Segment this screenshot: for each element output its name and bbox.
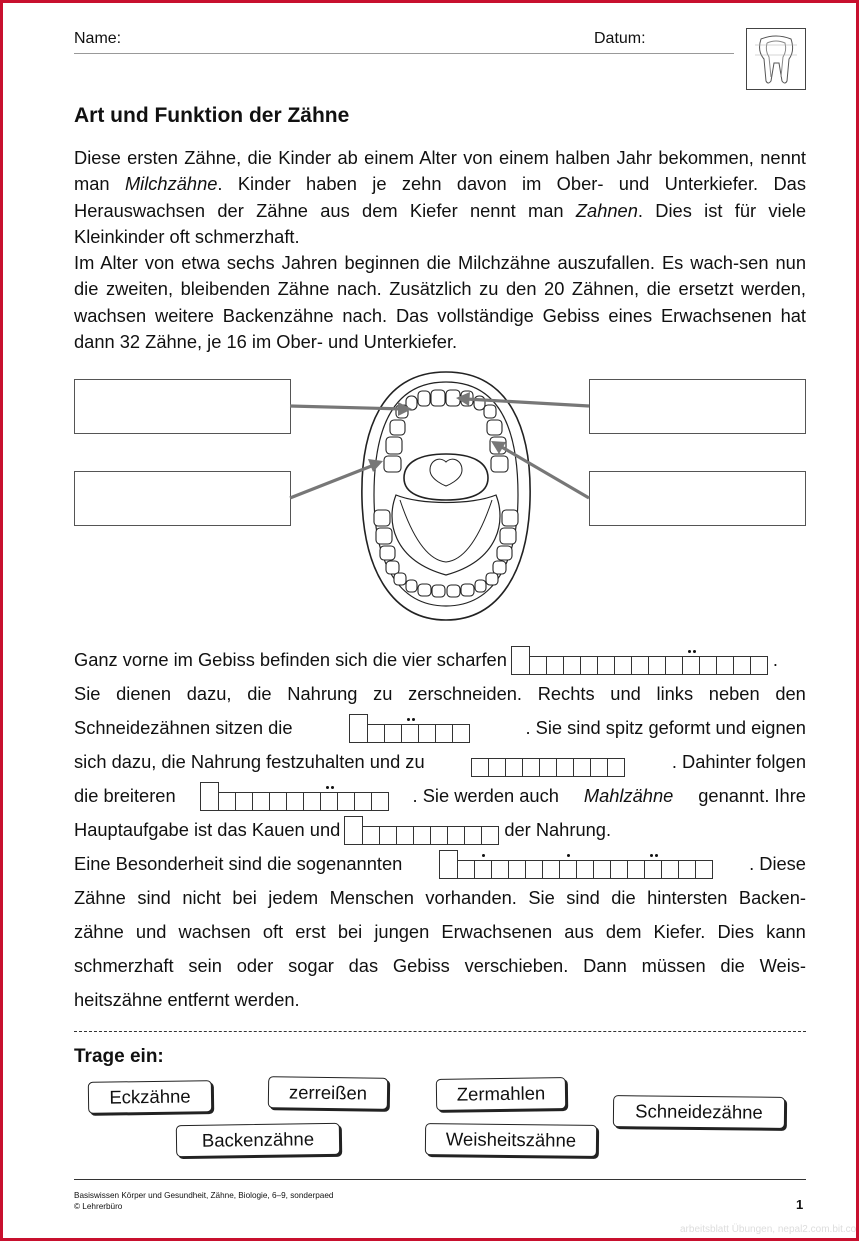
fill-word: dem	[605, 921, 642, 942]
fill-word: erst	[295, 921, 326, 942]
fill-word: jedem	[268, 887, 319, 908]
letter-box[interactable]	[371, 792, 389, 811]
intro-segment: Diese ersten Zähne, die Kinder ab einem Alter von einem halben Jahr bekommen, nennt man	[74, 147, 806, 195]
letter-box[interactable]	[682, 656, 700, 675]
letter-box[interactable]	[452, 724, 470, 743]
fill-term: Mahlzähne	[583, 785, 674, 806]
fill-word: Dies	[717, 921, 755, 942]
fill-word: jungen	[374, 921, 430, 942]
fill-word: bei	[232, 887, 257, 908]
fill-text: . Diese	[749, 853, 806, 874]
letter-box[interactable]	[269, 792, 287, 811]
fill-word: die	[611, 887, 636, 908]
letter-box[interactable]	[614, 656, 632, 675]
fill-word: Zähne	[74, 887, 126, 908]
letter-box[interactable]	[648, 656, 666, 675]
fill-word: und	[610, 683, 641, 704]
fill-text: . Dahinter folgen	[671, 751, 806, 772]
fill-line	[74, 745, 806, 779]
letter-box[interactable]	[349, 714, 368, 743]
word-card-backenzaehne[interactable]: Backenzähne	[176, 1123, 340, 1157]
letter-box[interactable]	[597, 656, 615, 675]
fill-word: neben	[708, 683, 760, 704]
letter-box[interactable]	[430, 826, 448, 845]
intro-term: Milchzähne	[124, 173, 218, 195]
letter-box[interactable]	[546, 656, 564, 675]
fill-word: zu	[373, 683, 393, 704]
fill-word: Backen-	[738, 887, 806, 908]
fill-word: zerschneiden.	[408, 683, 522, 704]
letter-box[interactable]	[474, 860, 492, 879]
footer-credits	[74, 1190, 333, 1212]
letter-box[interactable]	[320, 792, 338, 811]
fill-text: . Sie sind spitz geformt und eignen	[525, 717, 806, 738]
letter-box[interactable]	[542, 860, 560, 879]
fill-word: Gebiss	[392, 955, 450, 976]
answer-letter-boxes[interactable]	[440, 849, 713, 879]
fill-word: müssen	[641, 955, 706, 976]
fill-line	[74, 847, 806, 881]
letter-box[interactable]	[418, 724, 436, 743]
fill-word: Dann	[583, 955, 627, 976]
fill-text: Eine Besonderheit sind die sogenannten	[74, 853, 403, 874]
fill-word: die	[247, 683, 272, 704]
fill-word: Erwachsenen	[441, 921, 553, 942]
fill-text: die breiteren	[74, 785, 176, 806]
fill-word: sind	[137, 887, 171, 908]
fill-text: der Nahrung.	[504, 819, 612, 840]
fill-word: oder	[236, 955, 274, 976]
letter-box[interactable]	[252, 792, 270, 811]
letter-box[interactable]	[644, 860, 662, 879]
letter-box[interactable]	[439, 850, 458, 879]
fill-word: vorhanden.	[425, 887, 517, 908]
letter-box[interactable]	[235, 792, 253, 811]
fill-word: Rechts	[537, 683, 595, 704]
date-label: Datum:	[594, 30, 646, 47]
fill-word: und	[135, 921, 167, 942]
letter-box[interactable]	[379, 826, 397, 845]
letter-box[interactable]	[607, 758, 625, 777]
fill-word: schmerzhaft	[74, 955, 174, 976]
answer-letter-boxes[interactable]	[472, 747, 625, 777]
fill-word: aus	[564, 921, 594, 942]
intro-segment: Im Alter von etwa sechs Jahren beginnen die Milchzähne auszufallen. Es wach-sen nun die zweiten, bleibenden Zähne nach. Zusätzlich zu den 20 Zähnen, die ersetzt werden, wachsen weitere Backenzähne nach. Das vollständige Gebiss eines Erwachsenen hat dann 32 Zähne, je 16 im Ober- und Unterkiefer.	[74, 252, 806, 353]
letter-box[interactable]	[464, 826, 482, 845]
fill-word: nicht	[182, 887, 221, 908]
fill-word: sein	[188, 955, 222, 976]
letter-box[interactable]	[505, 758, 523, 777]
intro-segment: . Dies ist für viele Kleinkinder oft schmerzhaft.	[74, 199, 806, 247]
fill-word: Menschen	[329, 887, 414, 908]
fill-text: Hauptaufgabe ist das Kauen und	[74, 819, 341, 840]
letter-box[interactable]	[367, 724, 385, 743]
watermark: arbeitsblatt Übungen, nepal2.com.bit.co	[680, 1224, 857, 1235]
answer-letter-boxes[interactable]	[345, 815, 499, 845]
letter-box[interactable]	[576, 860, 594, 879]
cut-line	[74, 1031, 806, 1032]
footer-divider	[74, 1179, 806, 1180]
letter-box[interactable]	[580, 656, 598, 675]
fill-line	[74, 643, 806, 677]
word-card-eckzaehne[interactable]: Eckzähne	[88, 1080, 212, 1114]
fill-line	[74, 813, 806, 847]
fill-word: Sie	[74, 683, 101, 704]
fill-text: sich dazu, die Nahrung festzuhalten und zu	[74, 751, 425, 772]
fill-text: Ganz vorne im Gebiss befinden sich die vier scharfen	[74, 649, 507, 670]
letter-box[interactable]	[413, 826, 431, 845]
letter-box[interactable]	[699, 656, 717, 675]
letter-box[interactable]	[733, 656, 751, 675]
letter-box[interactable]	[218, 792, 236, 811]
answer-letter-boxes[interactable]	[350, 713, 470, 743]
letter-box[interactable]	[750, 656, 768, 675]
name-label: Name:	[74, 30, 122, 47]
letter-box[interactable]	[627, 860, 645, 879]
word-card-schneidezaehne[interactable]: Schneidezähne	[613, 1095, 785, 1129]
letter-box[interactable]	[590, 758, 608, 777]
fill-word: verschieben.	[464, 955, 569, 976]
letter-box[interactable]	[337, 792, 355, 811]
intro-term: Zahnen	[575, 199, 638, 221]
letter-box[interactable]	[354, 792, 372, 811]
letter-box[interactable]	[362, 826, 380, 845]
letter-box[interactable]	[508, 860, 526, 879]
fill-word: bei	[337, 921, 363, 942]
fill-line	[74, 983, 806, 1017]
letter-box[interactable]	[384, 724, 402, 743]
letter-box[interactable]	[401, 724, 419, 743]
fill-line	[74, 677, 806, 711]
letter-box[interactable]	[447, 826, 465, 845]
fill-word: Kiefer.	[653, 921, 706, 942]
letter-box[interactable]	[471, 758, 489, 777]
fill-word: Nahrung	[287, 683, 358, 704]
fill-word: dienen	[116, 683, 172, 704]
letter-box[interactable]	[396, 826, 414, 845]
letter-box[interactable]	[481, 826, 499, 845]
footer-line1: Basiswissen Körper und Gesundheit, Zähne, Biologie, 6–9, sonderpaed	[74, 1191, 334, 1200]
fill-word: links	[656, 683, 694, 704]
intro-segment: . Kinder haben je zehn davon im Ober- und Unterkiefer. Das Herauswachsen der Zähne aus dem Kiefer nennt man	[74, 173, 806, 221]
word-card-zermahlen[interactable]: Zermahlen	[436, 1077, 566, 1111]
answer-letter-boxes[interactable]	[512, 645, 768, 675]
letter-box[interactable]	[511, 646, 530, 675]
letter-box[interactable]	[631, 656, 649, 675]
fill-word: sogar	[288, 955, 334, 976]
letter-box[interactable]	[488, 758, 506, 777]
fill-word: das	[348, 955, 379, 976]
page-title: Art und Funktion der Zähne	[74, 104, 350, 127]
fill-word: hintersten	[647, 887, 728, 908]
letter-box[interactable]	[286, 792, 304, 811]
letter-box[interactable]	[573, 758, 591, 777]
fill-text: heitszähne entfernt werden.	[74, 989, 300, 1010]
fill-text: .	[772, 649, 778, 670]
fill-word: Sie	[528, 887, 555, 908]
letter-box[interactable]	[695, 860, 713, 879]
fill-line	[74, 915, 806, 949]
letter-box[interactable]	[661, 860, 679, 879]
fill-word: zähne	[74, 921, 124, 942]
fill-word: sind	[566, 887, 600, 908]
fill-line	[74, 949, 806, 983]
letter-box[interactable]	[665, 656, 683, 675]
letter-box[interactable]	[200, 782, 219, 811]
word-card-zerreissen[interactable]: zerreißen	[268, 1076, 388, 1110]
fill-word: dazu,	[186, 683, 232, 704]
letter-box[interactable]	[563, 656, 581, 675]
letter-box[interactable]	[525, 860, 543, 879]
letter-box[interactable]	[529, 656, 547, 675]
fill-word: oft	[262, 921, 284, 942]
fill-line	[74, 779, 806, 813]
fill-text: . Sie werden auch	[412, 785, 559, 806]
answer-letter-boxes[interactable]	[201, 781, 389, 811]
letter-box[interactable]	[491, 860, 509, 879]
fill-text: Schneidezähnen sitzen die	[74, 717, 293, 738]
fill-line	[74, 711, 806, 745]
letter-box[interactable]	[593, 860, 611, 879]
letter-box[interactable]	[556, 758, 574, 777]
letter-box[interactable]	[610, 860, 628, 879]
trage-heading: Trage ein:	[74, 1046, 164, 1067]
letter-box[interactable]	[539, 758, 557, 777]
letter-box[interactable]	[678, 860, 696, 879]
letter-box[interactable]	[344, 816, 363, 845]
fill-word: wachsen	[178, 921, 251, 942]
letter-box[interactable]	[522, 758, 540, 777]
footer-line2: © Lehrerbüro	[74, 1202, 123, 1211]
letter-box[interactable]	[559, 860, 577, 879]
fill-word: kann	[766, 921, 806, 942]
letter-box[interactable]	[716, 656, 734, 675]
letter-box[interactable]	[303, 792, 321, 811]
fill-line	[74, 881, 806, 915]
fill-word: den	[775, 683, 806, 704]
page-number: 1	[796, 1197, 804, 1212]
letter-box[interactable]	[457, 860, 475, 879]
fill-word: die	[720, 955, 745, 976]
fill-word: Weis-	[759, 955, 806, 976]
word-card-weisheitszaehne[interactable]: Weisheitszähne	[425, 1123, 597, 1157]
letter-box[interactable]	[435, 724, 453, 743]
fill-text: genannt. Ihre	[698, 785, 806, 806]
